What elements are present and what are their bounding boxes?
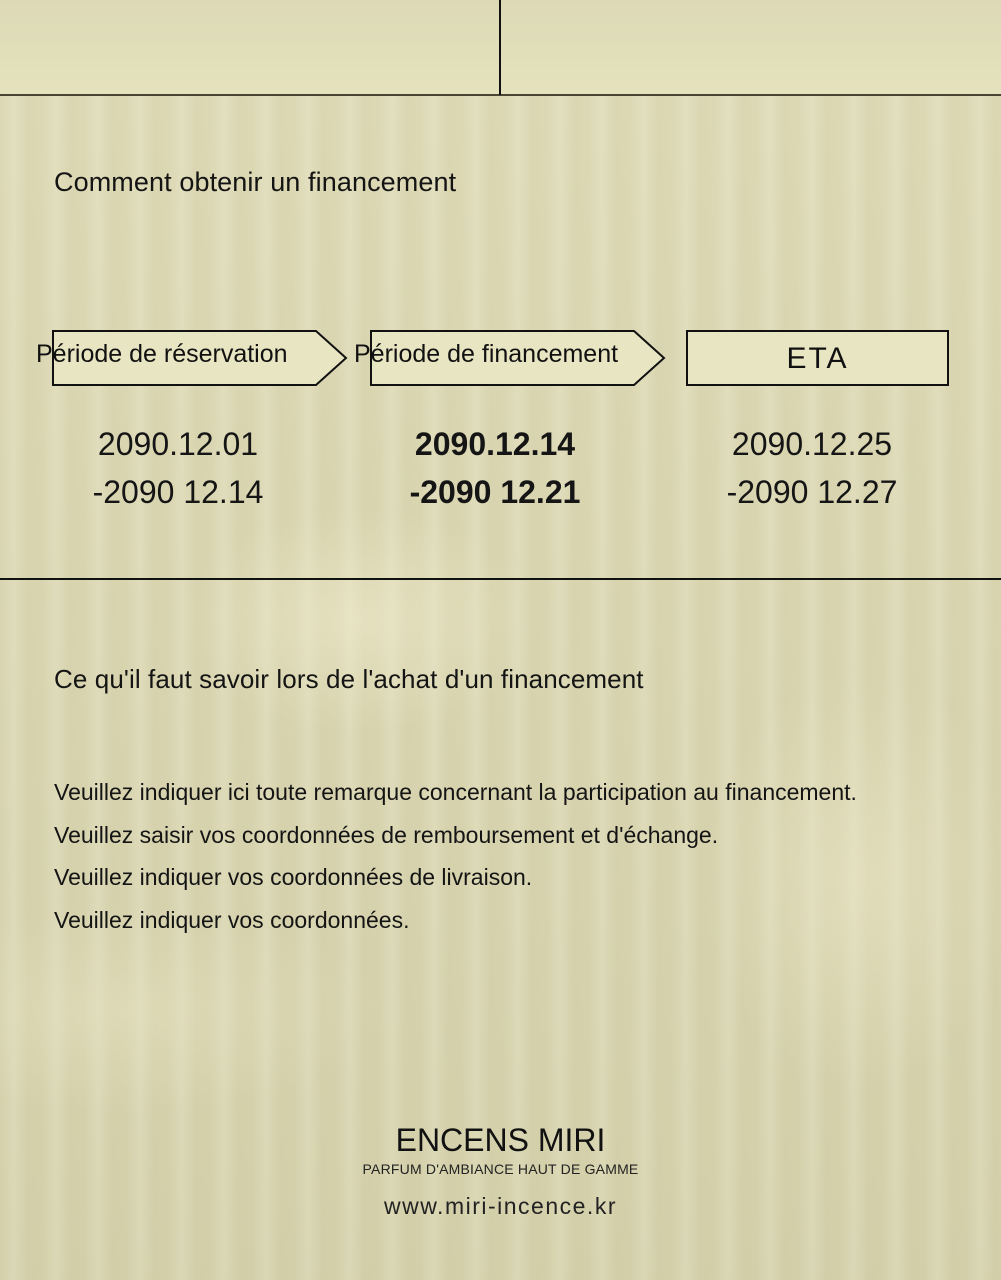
step-label: ETA — [786, 342, 849, 375]
date-start: 2090.12.14 — [414, 426, 576, 462]
section-title-how-to: Comment obtenir un financement — [54, 167, 457, 197]
notice-list — [54, 774, 857, 944]
section-title-notice: Ce qu'il faut savoir lors de l'achat d'un financement — [54, 664, 644, 694]
step-label: Période de financement — [354, 340, 619, 368]
funding-dates — [375, 420, 615, 516]
date-end: -2090 12.14 — [92, 474, 264, 510]
date-start: 2090.12.25 — [731, 426, 893, 462]
date-end: -2090 12.27 — [726, 474, 898, 510]
footer — [0, 1120, 1001, 1220]
reservation-dates — [58, 420, 298, 516]
list-item: Veuillez indiquer vos coordonnées. — [54, 906, 410, 933]
eta-dates — [692, 420, 932, 516]
step-reservation-period — [36, 330, 348, 386]
date-end: -2090 12.21 — [409, 474, 581, 510]
date-start: 2090.12.01 — [97, 426, 259, 462]
brand-tagline: PARFUM D'AMBIANCE HAUT DE GAMME — [362, 1161, 639, 1177]
list-item: Veuillez indiquer ici toute remarque concernant la participation au financement. — [54, 779, 857, 805]
list-item: Veuillez saisir vos coordonnées de remboursement et d'échange. — [54, 821, 719, 848]
list-item: Veuillez indiquer vos coordonnées de livraison. — [54, 864, 533, 890]
brand-name: ENCENS MIRI — [395, 1122, 606, 1158]
website-link[interactable]: www.miri-incence.kr — [384, 1193, 617, 1219]
top-vertical-divider — [499, 0, 501, 95]
section-divider — [0, 578, 1001, 580]
step-label: Période de réservation — [36, 340, 288, 368]
step-eta — [686, 330, 949, 386]
step-funding-period — [354, 330, 666, 386]
